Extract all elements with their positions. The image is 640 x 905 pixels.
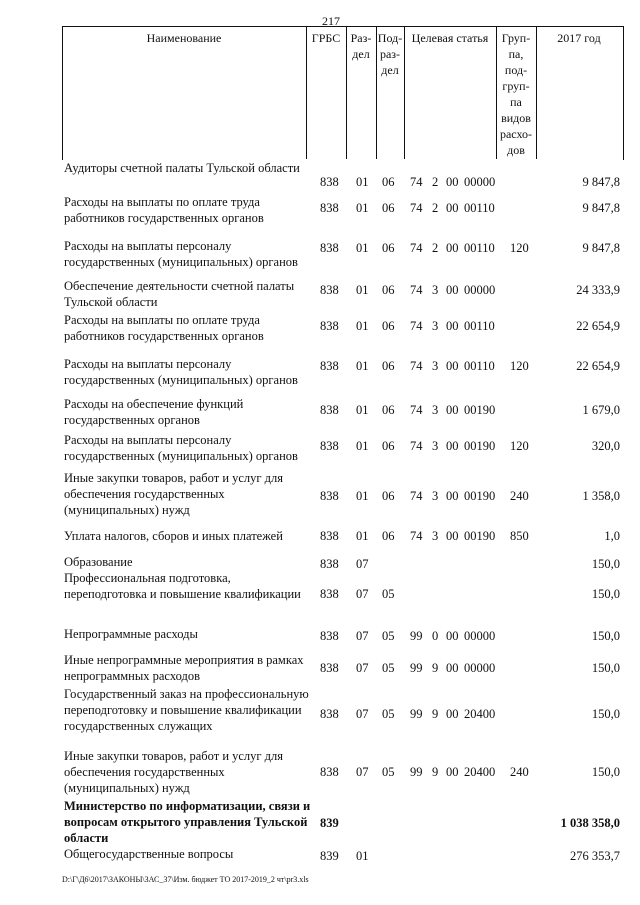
cell-grbs: 838 [320,765,339,779]
cell-t3: 00 [446,489,459,503]
header-podrazdel: Под- раз- дел [377,31,403,77]
cell-t4: 00110 [464,201,495,215]
row-name: Образование [64,555,133,569]
row-name: Расходы на выплаты по оплате труда работников государственных органов [64,195,264,225]
cell-pr: 05 [382,765,395,779]
cell-pr: 06 [382,241,395,255]
cell-vr: 120 [510,241,529,255]
cell-t2: 3 [432,489,439,503]
header-year: 2017 год [557,31,601,45]
cell-grbs: 838 [320,403,339,417]
header-target-article: Целевая статья [411,31,489,45]
cell-t1: 74 [410,319,423,333]
cell-rz: 01 [356,319,369,333]
row-name: Общегосударственные вопросы [64,847,234,861]
file-path-footer: D:\Г\Д6\2017\ЗАКОНЫ\ЗАС_37\Изм. бюджет ТО 2017-2019_2 чт\pr3.xls [62,875,309,884]
row-name: Государственный заказ на профессиональную переподготовку и повышение квалификации государственных служащих [64,687,309,733]
cell-t3: 00 [446,529,459,543]
cell-vr: 240 [510,765,529,779]
cell-rz: 01 [356,359,369,373]
cell-vr: 850 [510,529,529,543]
row-name: Иные непрограммные мероприятия в рамках непрограммных расходов [64,653,304,683]
cell-pr: 06 [382,201,395,215]
cell-t3: 00 [446,765,459,779]
cell-t2: 3 [432,529,439,543]
cell-t4: 00000 [464,629,496,643]
cell-t2: 9 [432,661,439,675]
cell-rz: 01 [356,439,369,453]
cell-rz: 01 [356,241,369,255]
cell-t1: 99 [410,765,423,779]
cell-t1: 74 [410,175,423,189]
cell-rz: 01 [356,489,369,503]
cell-t2: 3 [432,439,439,453]
cell-t3: 00 [446,403,459,417]
cell-t1: 99 [410,661,423,675]
row-name: Непрограммные расходы [64,627,198,641]
cell-t4: 00000 [464,283,496,297]
row-name: Аудиторы счетной палаты Тульской области [64,161,300,175]
cell-t2: 3 [432,403,439,417]
cell-rz: 01 [356,175,369,189]
cell-rz: 07 [356,557,369,571]
header-razdel: Раз- дел [350,31,372,61]
cell-t2: 0 [432,629,439,643]
cell-pr: 06 [382,175,395,189]
cell-t1: 74 [410,201,423,215]
cell-grbs: 838 [320,241,339,255]
cell-grbs: 838 [320,587,339,601]
cell-grbs: 839 [320,816,339,830]
cell-amount: 1 038 358,0 [560,816,620,830]
cell-amount: 9 847,8 [582,175,620,189]
row-name: Профессиональная подготовка, переподготовка и повышение квалификации [64,571,301,601]
cell-pr: 06 [382,529,395,543]
cell-pr: 06 [382,439,395,453]
cell-rz: 07 [356,765,369,779]
cell-amount: 22 654,9 [576,359,620,373]
cell-t1: 74 [410,529,423,543]
cell-t3: 00 [446,241,459,255]
cell-t2: 2 [432,241,439,255]
row-name: Расходы на выплаты персоналу государственных (муниципальных) органов [64,433,298,463]
cell-amount: 1,0 [604,529,620,543]
cell-rz: 01 [356,849,369,863]
cell-rz: 01 [356,283,369,297]
cell-t3: 00 [446,707,459,721]
cell-amount: 150,0 [591,661,620,675]
cell-grbs: 838 [320,439,339,453]
cell-grbs: 838 [320,629,339,643]
cell-t4: 00110 [464,241,495,255]
cell-t3: 00 [446,319,459,333]
cell-amount: 276 353,7 [570,849,620,863]
cell-t3: 00 [446,661,459,675]
header-grbs: ГРБС [311,31,341,45]
cell-t4: 00110 [464,319,495,333]
cell-pr: 05 [382,661,395,675]
cell-t4: 20400 [464,765,496,779]
cell-t2: 9 [432,707,439,721]
cell-vr: 240 [510,489,529,503]
cell-t1: 74 [410,439,423,453]
header-expense-group: Груп- па, под- груп- па видов расхо- дов [499,31,533,157]
cell-grbs: 838 [320,359,339,373]
cell-t1: 74 [410,489,423,503]
row-name: Иные закупки товаров, работ и услуг для обеспечения государственных (муниципальных) нужд [64,471,284,517]
cell-t4: 00190 [464,529,496,543]
cell-grbs: 838 [320,283,339,297]
cell-rz: 07 [356,587,369,601]
cell-grbs: 838 [320,319,339,333]
row-name: Министерство по информатизации, связи и вопросам открытого управления Тульской области [64,799,311,845]
cell-amount: 320,0 [591,439,620,453]
row-name: Расходы на обеспечение функций государственных органов [64,397,244,427]
cell-grbs: 838 [320,557,339,571]
cell-t2: 3 [432,359,439,373]
cell-amount: 150,0 [591,587,620,601]
cell-t4: 00110 [464,359,495,373]
cell-t4: 20400 [464,707,496,721]
cell-amount: 150,0 [591,765,620,779]
cell-t4: 00190 [464,403,496,417]
row-name: Расходы на выплаты персоналу государственных (муниципальных) органов [64,357,298,387]
cell-t2: 9 [432,765,439,779]
cell-amount: 24 333,9 [576,283,620,297]
cell-amount: 150,0 [591,629,620,643]
cell-t2: 3 [432,319,439,333]
cell-grbs: 839 [320,849,339,863]
cell-grbs: 838 [320,707,339,721]
cell-grbs: 838 [320,175,339,189]
cell-t2: 2 [432,201,439,215]
cell-amount: 1 679,0 [582,403,620,417]
cell-pr: 06 [382,319,395,333]
cell-t4: 00000 [464,661,496,675]
cell-t4: 00190 [464,439,496,453]
cell-t3: 00 [446,283,459,297]
cell-vr: 120 [510,359,529,373]
cell-t4: 00000 [464,175,496,189]
cell-grbs: 838 [320,201,339,215]
cell-t1: 74 [410,403,423,417]
cell-t3: 00 [446,629,459,643]
cell-t3: 00 [446,359,459,373]
header-frame [62,26,624,160]
cell-amount: 9 847,8 [582,201,620,215]
cell-pr: 06 [382,283,395,297]
cell-grbs: 838 [320,661,339,675]
cell-rz: 01 [356,403,369,417]
cell-t4: 00190 [464,489,496,503]
cell-t2: 2 [432,175,439,189]
cell-pr: 05 [382,629,395,643]
cell-rz: 07 [356,661,369,675]
cell-amount: 150,0 [591,707,620,721]
cell-pr: 06 [382,403,395,417]
cell-grbs: 838 [320,489,339,503]
cell-t3: 00 [446,439,459,453]
cell-t1: 74 [410,241,423,255]
row-name: Обеспечение деятельности счетной палаты Тульской области [64,279,295,309]
cell-rz: 01 [356,529,369,543]
row-name: Уплата налогов, сборов и иных платежей [64,529,283,543]
cell-t1: 74 [410,359,423,373]
cell-t1: 99 [410,629,423,643]
cell-vr: 120 [510,439,529,453]
cell-t1: 99 [410,707,423,721]
row-name: Иные закупки товаров, работ и услуг для обеспечения государственных (муниципальных) нужд [64,749,284,795]
cell-t2: 3 [432,283,439,297]
cell-pr: 05 [382,587,395,601]
cell-t1: 74 [410,283,423,297]
cell-t3: 00 [446,175,459,189]
cell-amount: 9 847,8 [582,241,620,255]
cell-pr: 05 [382,707,395,721]
cell-rz: 07 [356,629,369,643]
row-name: Расходы на выплаты по оплате труда работников государственных органов [64,313,264,343]
cell-amount: 150,0 [591,557,620,571]
cell-grbs: 838 [320,529,339,543]
cell-pr: 06 [382,359,395,373]
cell-rz: 07 [356,707,369,721]
page-number: 217 [322,14,340,28]
header-name: Наименование [146,31,222,45]
cell-pr: 06 [382,489,395,503]
cell-t3: 00 [446,201,459,215]
cell-amount: 22 654,9 [576,319,620,333]
cell-amount: 1 358,0 [582,489,620,503]
cell-rz: 01 [356,201,369,215]
row-name: Расходы на выплаты персоналу государственных (муниципальных) органов [64,239,298,269]
